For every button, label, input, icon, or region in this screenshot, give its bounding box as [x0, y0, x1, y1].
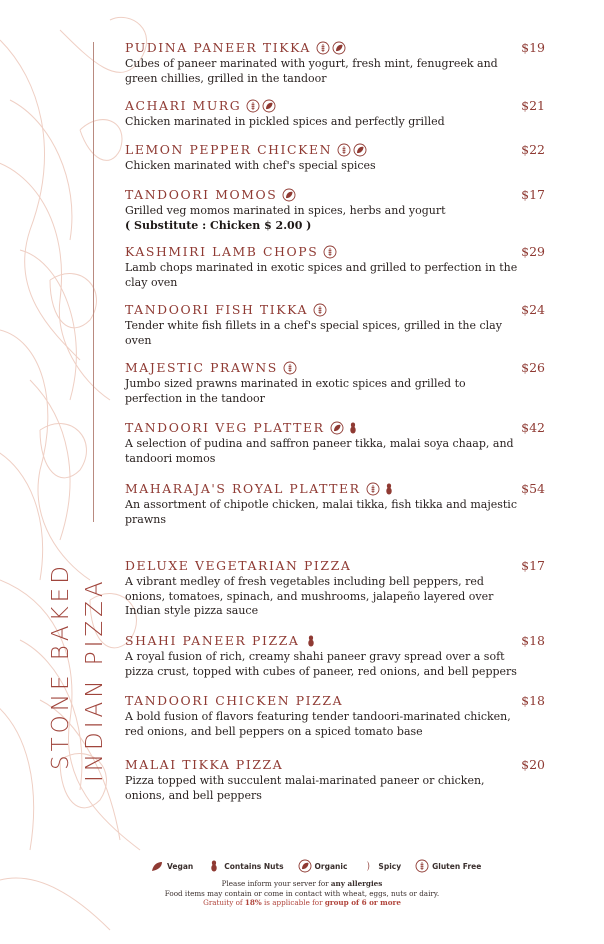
legend-label: Contains Nuts [224, 861, 284, 871]
menu-item [125, 360, 545, 406]
vegan-icon [150, 859, 164, 873]
menu-item [125, 142, 545, 174]
organic-icon [330, 421, 344, 435]
menu-item [125, 244, 545, 290]
menu-item [125, 40, 545, 86]
gluten-free-icon [283, 361, 297, 375]
item-name: PUDINA PANEER TIKKA [125, 40, 311, 55]
menu-item [125, 633, 545, 679]
item-description: Cubes of paneer marinated with yogurt, fresh mint, fenugreek and green chillies, grilled in the tandoor [125, 57, 498, 85]
nuts-icon [382, 482, 396, 496]
item-description: Pizza topped with succulent malai-marinated paneer or chicken, onions, and bell peppers [125, 774, 485, 802]
item-price: $21 [521, 98, 545, 113]
menu-item [125, 693, 545, 739]
item-price: $26 [521, 360, 545, 375]
item-description: Jumbo sized prawns marinated in exotic spices and grilled to perfection in the tandoor [125, 377, 466, 405]
item-icons [246, 99, 276, 113]
organic-icon [332, 41, 346, 55]
legend-label: Vegan [167, 861, 194, 871]
menu-item [125, 757, 545, 803]
gluten-free-icon [316, 41, 330, 55]
section-title-line2: INDIAN PIZZA [82, 577, 108, 782]
legend-label: Spicy [378, 861, 402, 871]
item-title [125, 142, 545, 158]
contact-note: Food items may contain or come in contact with wheat, eggs, nuts or dairy. [164, 888, 440, 898]
gluten-free-icon [313, 303, 327, 317]
legend-item [207, 859, 283, 873]
item-icons [366, 482, 396, 496]
item-description: Chicken marinated in pickled spices and perfectly grilled [125, 115, 445, 128]
item-title [125, 420, 545, 436]
item-icons [282, 188, 296, 202]
menu-item [125, 98, 545, 130]
menu-item [125, 481, 545, 527]
section-title-line1: STONE BAKED [48, 562, 74, 770]
legend-label: Organic [314, 861, 348, 871]
item-description: Chicken marinated with chef's special spices [125, 159, 376, 172]
item-description: Lamb chops marinated in exotic spices and grilled to perfection in the clay oven [125, 261, 518, 289]
item-description: Tender white fish fillets in a chef's special spices, grilled in the clay oven [125, 319, 502, 347]
item-name: SHAHI PANEER PIZZA [125, 633, 300, 648]
legend-item [298, 859, 348, 873]
item-price: $19 [521, 40, 545, 55]
item-price: $54 [521, 481, 545, 496]
gluten-free-icon [415, 859, 429, 873]
item-substitute: ( Substitute : Chicken $ 2.00 ) [125, 218, 312, 232]
organic-icon [282, 188, 296, 202]
item-description: A bold fusion of flavors featuring tender tandoori-marinated chicken, red onions, and bell peppers on a spiced tomato base [125, 710, 511, 738]
item-name: MAHARAJA'S ROYAL PLATTER [125, 481, 361, 496]
item-name: MALAI TIKKA PIZZA [125, 757, 284, 772]
menu-item [125, 187, 545, 233]
item-name: TANDOORI CHICKEN PIZZA [125, 693, 344, 708]
item-icons [313, 303, 327, 317]
item-price: $20 [521, 757, 545, 772]
item-icons [323, 245, 337, 259]
menu-item [125, 558, 545, 619]
item-price: $42 [521, 420, 545, 435]
item-name: ACHARI MURG [125, 98, 242, 113]
item-name: TANDOORI MOMOS [125, 187, 278, 202]
legend-item [361, 859, 401, 873]
spicy-icon [361, 859, 375, 873]
gluten-free-icon [337, 143, 351, 157]
nuts-icon [304, 634, 318, 648]
item-price: $17 [521, 558, 545, 573]
legend-item [150, 859, 193, 873]
item-title [125, 187, 545, 203]
item-price: $17 [521, 187, 545, 202]
item-description: An assortment of chipotle chicken, malai tikka, fish tikka and majestic prawns [125, 498, 517, 526]
item-title [125, 244, 545, 260]
item-price: $29 [521, 244, 545, 259]
menu-item [125, 302, 545, 348]
item-icons [316, 41, 346, 55]
item-name: LEMON PEPPER CHICKEN [125, 142, 333, 157]
item-title [125, 98, 545, 114]
item-name: TANDOORI FISH TIKKA [125, 302, 309, 317]
gluten-free-icon [246, 99, 260, 113]
item-description: A royal fusion of rich, creamy shahi paneer gravy spread over a soft pizza crust, topped with cubes of paneer, red onions, and bell peppers [125, 650, 517, 678]
item-icons [337, 143, 367, 157]
item-price: $18 [521, 633, 545, 648]
legend-label: Gluten Free [432, 861, 482, 871]
organic-icon [353, 143, 367, 157]
divider-line [93, 42, 94, 522]
legend [150, 859, 481, 873]
item-price: $18 [521, 693, 545, 708]
gluten-free-icon [366, 482, 380, 496]
item-description: Grilled veg momos marinated in spices, herbs and yogurt [125, 204, 446, 217]
footer-notes [0, 879, 604, 908]
item-title [125, 481, 545, 497]
allergy-note: Please inform your server for any allergies [221, 879, 383, 888]
item-title [125, 693, 545, 709]
item-title [125, 757, 545, 773]
item-price: $24 [521, 302, 545, 317]
item-title [125, 558, 545, 574]
item-description: A vibrant medley of fresh vegetables including bell peppers, red onions, tomatoes, spinach, and mushrooms, jalapeño layered over Indian style pizza sauce [125, 575, 494, 618]
item-title [125, 40, 545, 56]
item-description: A selection of pudina and saffron paneer tikka, malai soya chaap, and tandoori momos [125, 437, 514, 465]
item-name: DELUXE VEGETARIAN PIZZA [125, 558, 352, 573]
gratuity-note: Gratuity of 18% is applicable for group of 6 or more [203, 898, 401, 907]
item-title [125, 360, 545, 376]
nuts-icon [346, 421, 360, 435]
gluten-free-icon [323, 245, 337, 259]
nuts-icon [207, 859, 221, 873]
item-name: TANDOORI VEG PLATTER [125, 420, 325, 435]
item-icons [330, 421, 360, 435]
item-name: MAJESTIC PRAWNS [125, 360, 278, 375]
organic-icon [298, 859, 312, 873]
item-icons [304, 634, 318, 648]
item-title [125, 302, 545, 318]
legend-item [415, 859, 481, 873]
organic-icon [262, 99, 276, 113]
item-title [125, 633, 545, 649]
item-icons [283, 361, 297, 375]
item-name: KASHMIRI LAMB CHOPS [125, 244, 319, 259]
menu-item [125, 420, 545, 466]
item-price: $22 [521, 142, 545, 157]
